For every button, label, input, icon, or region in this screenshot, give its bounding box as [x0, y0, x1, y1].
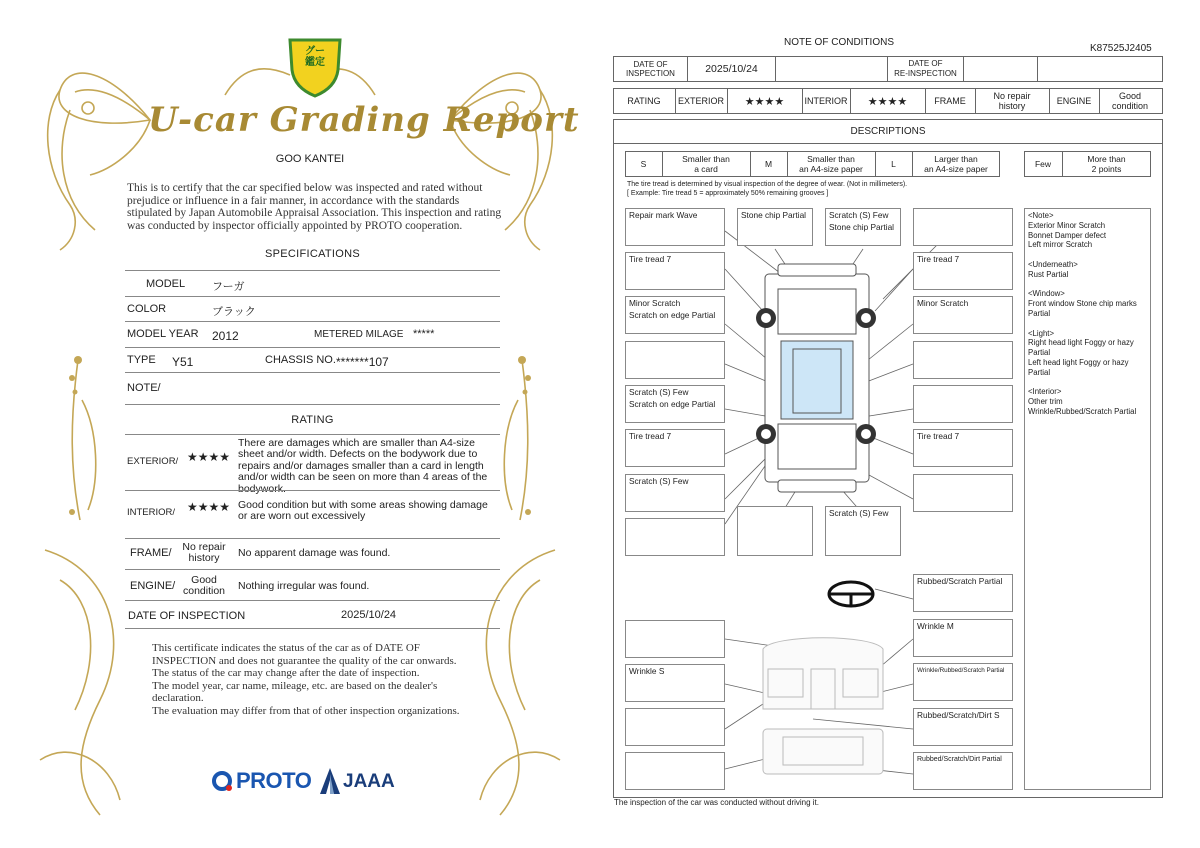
engine-value: Good condition — [182, 574, 226, 598]
issuer-name: GOO KANTEI — [275, 153, 345, 165]
int-box-left-1 — [625, 620, 725, 658]
int-box-left-3 — [625, 708, 725, 746]
goo-kantei-badge: グー 鑑定 — [305, 46, 325, 68]
exterior-stars: ★★★★ — [727, 88, 803, 114]
jaaa-logo: JAAA — [343, 771, 395, 792]
legend-l: L — [875, 151, 913, 177]
legend-m-text: Smaller than an A4-size paper — [787, 151, 876, 177]
date-of-inspection-label: DATE OF INSPECTION — [614, 57, 688, 81]
divider — [125, 270, 500, 271]
report-title: U-car Grading Report — [148, 100, 580, 140]
divider — [125, 347, 500, 348]
engine-description: Nothing irregular was found. — [238, 580, 370, 592]
int-box-right-1: Rubbed/Scratch Partial — [913, 574, 1013, 612]
divider — [125, 321, 500, 322]
int-box-left-2: Wrinkle S — [625, 664, 725, 702]
exterior-stars: ★★★★ — [187, 450, 231, 464]
conditions-footer: The inspection of the car was conducted without driving it. — [614, 798, 819, 807]
ext-box-right-4 — [913, 385, 1013, 423]
interior-stars: ★★★★ — [850, 88, 926, 114]
ext-box-bottom-1 — [737, 506, 813, 556]
legend-l-text: Larger than an A4-size paper — [924, 154, 988, 174]
jaaa-logo-icon — [320, 768, 340, 794]
reference-number: K87525J2405 — [1090, 43, 1152, 54]
divider — [125, 490, 500, 491]
steering-wheel-icon — [829, 582, 873, 606]
ext-box-top-1: Stone chip Partial — [737, 208, 813, 246]
model-year-label: MODEL YEAR — [127, 328, 199, 340]
int-box-left-4 — [625, 752, 725, 790]
exterior-label: EXTERIOR/ — [127, 456, 179, 467]
interior-stars: ★★★★ — [187, 500, 231, 514]
type-label: TYPE — [127, 354, 156, 366]
tire-note-2: [ Example: Tire tread 5 = approximately 50% remaining grooves ] — [627, 190, 829, 197]
frame-label: FRAME — [925, 88, 976, 114]
exterior-label: EXTERIOR — [675, 88, 728, 114]
model-year-value: 2012 — [212, 329, 239, 343]
date-of-inspection-label: DATE OF INSPECTION — [128, 610, 246, 622]
chassis-value: *******107 — [336, 355, 389, 369]
legend-few: Few — [1024, 151, 1063, 177]
ext-box-left-1: Repair mark Wave — [625, 208, 725, 246]
color-label: COLOR — [127, 303, 167, 315]
model-label: MODEL — [146, 278, 186, 290]
frame-description: No apparent damage was found. — [238, 547, 391, 559]
ext-box-right-6 — [913, 474, 1013, 512]
exterior-description: There are damages which are smaller than A4-size sheet and/or width. Defects on the bodywork due to repairs and/or damages smaller than a card in length and/or width can be seen on more than 4 areas of the bodywork. — [238, 437, 488, 495]
frame-label: FRAME/ — [130, 547, 172, 559]
date-of-reinspection-label: DATE OF RE-INSPECTION — [894, 59, 957, 78]
proto-logo-icon — [212, 770, 234, 792]
interior-label: INTERIOR/ — [127, 507, 176, 518]
chassis-label: CHASSIS NO. — [265, 354, 336, 366]
proto-logo: PROTO — [236, 768, 312, 793]
type-value: Y51 — [172, 355, 194, 369]
divider — [125, 404, 500, 405]
ext-box-left-3: Minor Scratch Scratch on edge Partial — [625, 296, 725, 334]
frame-value: No repair history — [182, 541, 226, 565]
interior-description: Good condition but with some areas showing damage or are worn out excessively — [238, 499, 488, 523]
ext-box-left-8 — [625, 518, 725, 556]
metered-mileage-value: ***** — [413, 328, 435, 340]
divider — [125, 600, 500, 601]
legend-s: S — [625, 151, 663, 177]
int-box-right-4: Rubbed/Scratch/Dirt S — [913, 708, 1013, 746]
note-label: NOTE/ — [127, 382, 161, 394]
ext-box-right-3 — [913, 341, 1013, 379]
interior-label: INTERIOR — [802, 88, 851, 114]
ext-box-right-2: Minor Scratch — [913, 296, 1013, 334]
ext-box-left-4 — [625, 341, 725, 379]
date-of-inspection-value: 2025/10/24 — [341, 609, 397, 621]
divider — [125, 296, 500, 297]
divider — [125, 628, 500, 629]
certificate-footer-text: This certificate indicates the status of the car as of DATE OF INSPECTION and does not guarantee the quality of the car onwards. The status of the car may change after the date of inspection. The model year, car name, mileage, etc. are based on the dealer's declaration. The evaluation may differ from that of other inspection organizations. — [152, 642, 460, 717]
engine-label: ENGINE/ — [130, 580, 176, 592]
metered-mileage-label: METERED MILAGE — [314, 329, 404, 340]
ext-box-top-2: Scratch (S) Few Stone chip Partial — [825, 208, 901, 246]
date-of-inspection-value: 2025/10/24 — [688, 57, 776, 81]
int-box-right-3: Wrinkle/Rubbed/Scratch Partial — [913, 663, 1013, 701]
model-value: フーガ — [212, 281, 245, 293]
ext-box-right-5: Tire tread 7 — [913, 429, 1013, 467]
ext-box-left-7: Scratch (S) Few — [625, 474, 725, 512]
specifications-heading: SPECIFICATIONS — [264, 248, 361, 260]
conditions-title: NOTE OF CONDITIONS — [784, 37, 894, 48]
rating-label: RATING — [613, 88, 676, 114]
ext-box-right-1: Tire tread 7 — [913, 252, 1013, 290]
legend-few-text: More than 2 points — [1087, 154, 1126, 174]
engine-value: Good condition — [1111, 91, 1149, 111]
legend-s-text: Smaller than a card — [662, 151, 751, 177]
divider — [125, 538, 500, 539]
ext-box-right-0 — [913, 208, 1013, 246]
divider — [125, 372, 500, 373]
descriptions-heading: DESCRIPTIONS — [613, 119, 1163, 144]
engine-label: ENGINE — [1049, 88, 1100, 114]
int-box-right-5: Rubbed/Scratch/Dirt Partial — [913, 752, 1013, 790]
tire-note-1: The tire tread is determined by visual inspection of the degree of wear. (Not in millimeters). — [627, 181, 908, 188]
ext-box-left-5: Scratch (S) Few Scratch on edge Partial — [625, 385, 725, 423]
rating-heading: RATING — [291, 414, 334, 426]
int-box-right-2: Wrinkle M — [913, 619, 1013, 657]
certification-text: This is to certify that the car specified below was inspected and rated without prejudice or influence in a fair manner, in accordance with the standards stipulated by Japan Automobile Appraisal Association. This inspection and rating was conducted by inspector officially appointed by PROTO cooperation. — [127, 182, 502, 232]
notes-panel: <Note> Exterior Minor Scratch Bonnet Damper defect Left mirror Scratch <Underneath> Rust Partial <Window> Front window Stone chip marks Partial <Light> Right head light Foggy or hazy Partial Left head light Foggy or hazy Partial <Interior> Other trim Wrinkle/Rubbed/Scratch Partial — [1024, 208, 1151, 790]
frame-value: No repair history — [975, 88, 1050, 114]
color-value: ブラック — [212, 306, 256, 318]
legend-m: M — [750, 151, 788, 177]
ext-box-left-6: Tire tread 7 — [625, 429, 725, 467]
ext-box-bottom-2: Scratch (S) Few — [825, 506, 901, 556]
divider — [125, 434, 500, 435]
divider — [125, 569, 500, 570]
ext-box-left-2: Tire tread 7 — [625, 252, 725, 290]
